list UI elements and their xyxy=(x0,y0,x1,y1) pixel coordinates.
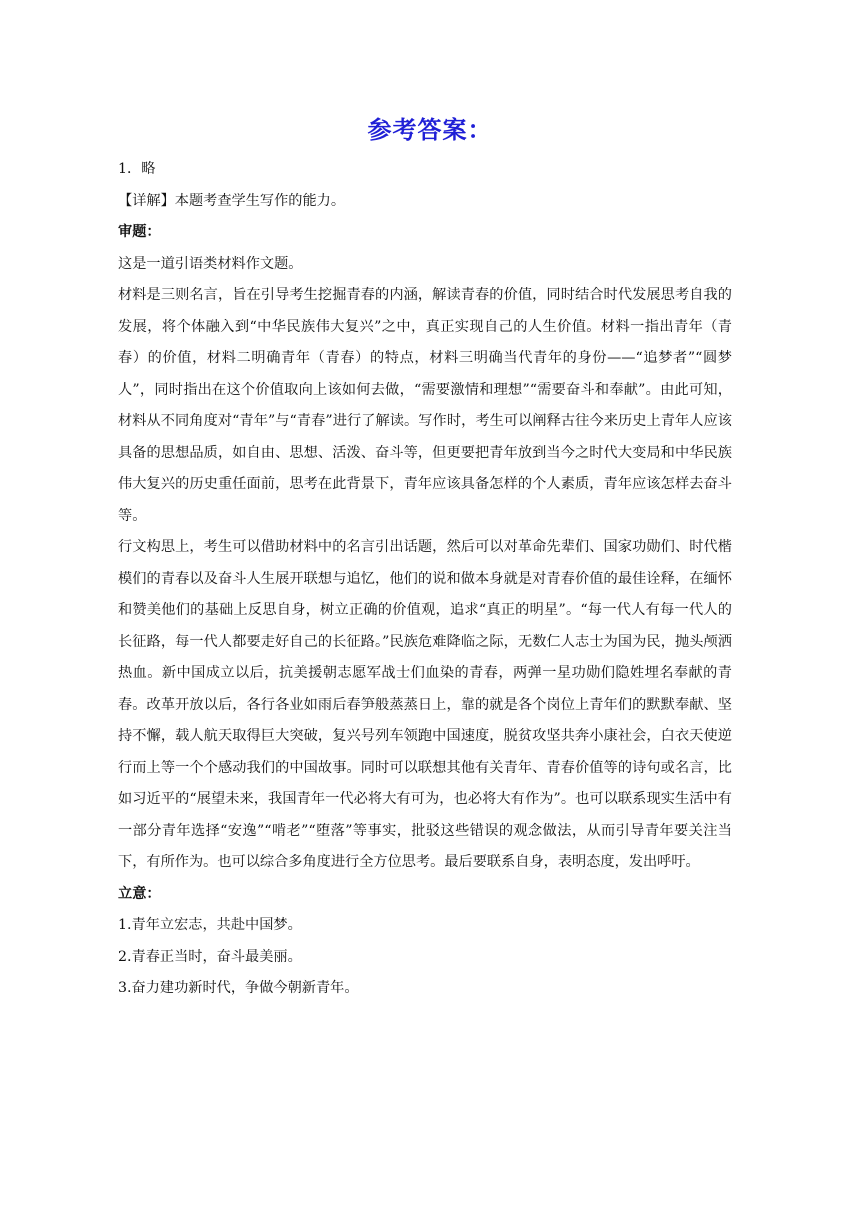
answer-content xyxy=(118,154,732,1005)
idea-item: 1.青年立宏志，共赴中国梦。 xyxy=(118,917,302,933)
review-paragraph: 材料是三则名言，旨在引导考生挖掘青春的内涵，解读青春的价值，同时结合时代发展思考自我的发展，将个体融入到“中华民族伟大复兴”之中，真正实现自己的人生价值。材料一指出青年（青春）的价值，材料二明确青年（青春）的特点，材料三明确当代青年的身份——“追梦者”“圆梦人”，同时指出在这个价值取向上该如何去做，“需要激情和理想”“需要奋斗和奉献”。由此可知，材料从不同角度对“青年”与“青春”进行了解读。写作时，考生可以阐释古往今来历史上青年人应该具备的思想品质，如自由、思想、活泼、奋斗等，但更要把青年放到当今之时代大变局和中华民族伟大复兴的历史重任面前，思考在此背景下，青年应该具备怎样的个人素质，青年应该怎样去奋斗等。 xyxy=(118,287,732,524)
detail-line: 【详解】本题考查学生写作的能力。 xyxy=(118,192,346,209)
idea-item: 2.青春正当时，奋斗最美丽。 xyxy=(118,948,302,965)
review-intro: 这是一道引语类材料作文题。 xyxy=(118,255,303,272)
question-number: 1．略 xyxy=(118,161,156,177)
structure-paragraph: 行文构思上，考生可以借助材料中的名言引出话题，然后可以对革命先辈们、国家功勋们、时代楷模们的青春以及奋斗人生展开联想与追忆，他们的说和做本身就是对青春价值的最佳诠释，在缅怀和赞美他们的基础上反思自身，树立正确的价值观，追求“真正的明星”。“每一代人有每一代人的长征路，每一代人都要走好自己的长征路。”民族危难降临之际，无数仁人志士为国为民，抛头颅洒热血。新中国成立以后，抗美援朝志愿军战士们血染的青春，两弹一星功勋们隐姓埋名奉献的青春。改革开放以后，各行各业如雨后春笋般蒸蒸日上，靠的就是各个岗位上青年们的默默奉献、坚持不懈，载人航天取得巨大突破，复兴号列车领跑中国速度，脱贫攻坚共奔小康社会，白衣天使逆行而上等一个个感动我们的中国故事。同时可以联想其他有关青年、青春价值等的诗句或名言，比如习近平的“展望未来，我国青年一代必将大有可为，也必将大有作为”。也可以联系现实生活中有一部分青年选择“安逸”“啃老”“堕落”等事实，批驳这些错误的观念做法，从而引导青年要关注当下，有所作为。也可以综合多角度进行全方位思考。最后要联系自身，表明态度，发出呼吁。 xyxy=(118,539,732,870)
review-heading: 审题： xyxy=(118,224,161,240)
idea-item: 3.奋力建功新时代，争做今朝新青年。 xyxy=(118,980,359,996)
page-title: 参考答案： xyxy=(367,116,493,144)
idea-heading: 立意： xyxy=(118,885,161,902)
